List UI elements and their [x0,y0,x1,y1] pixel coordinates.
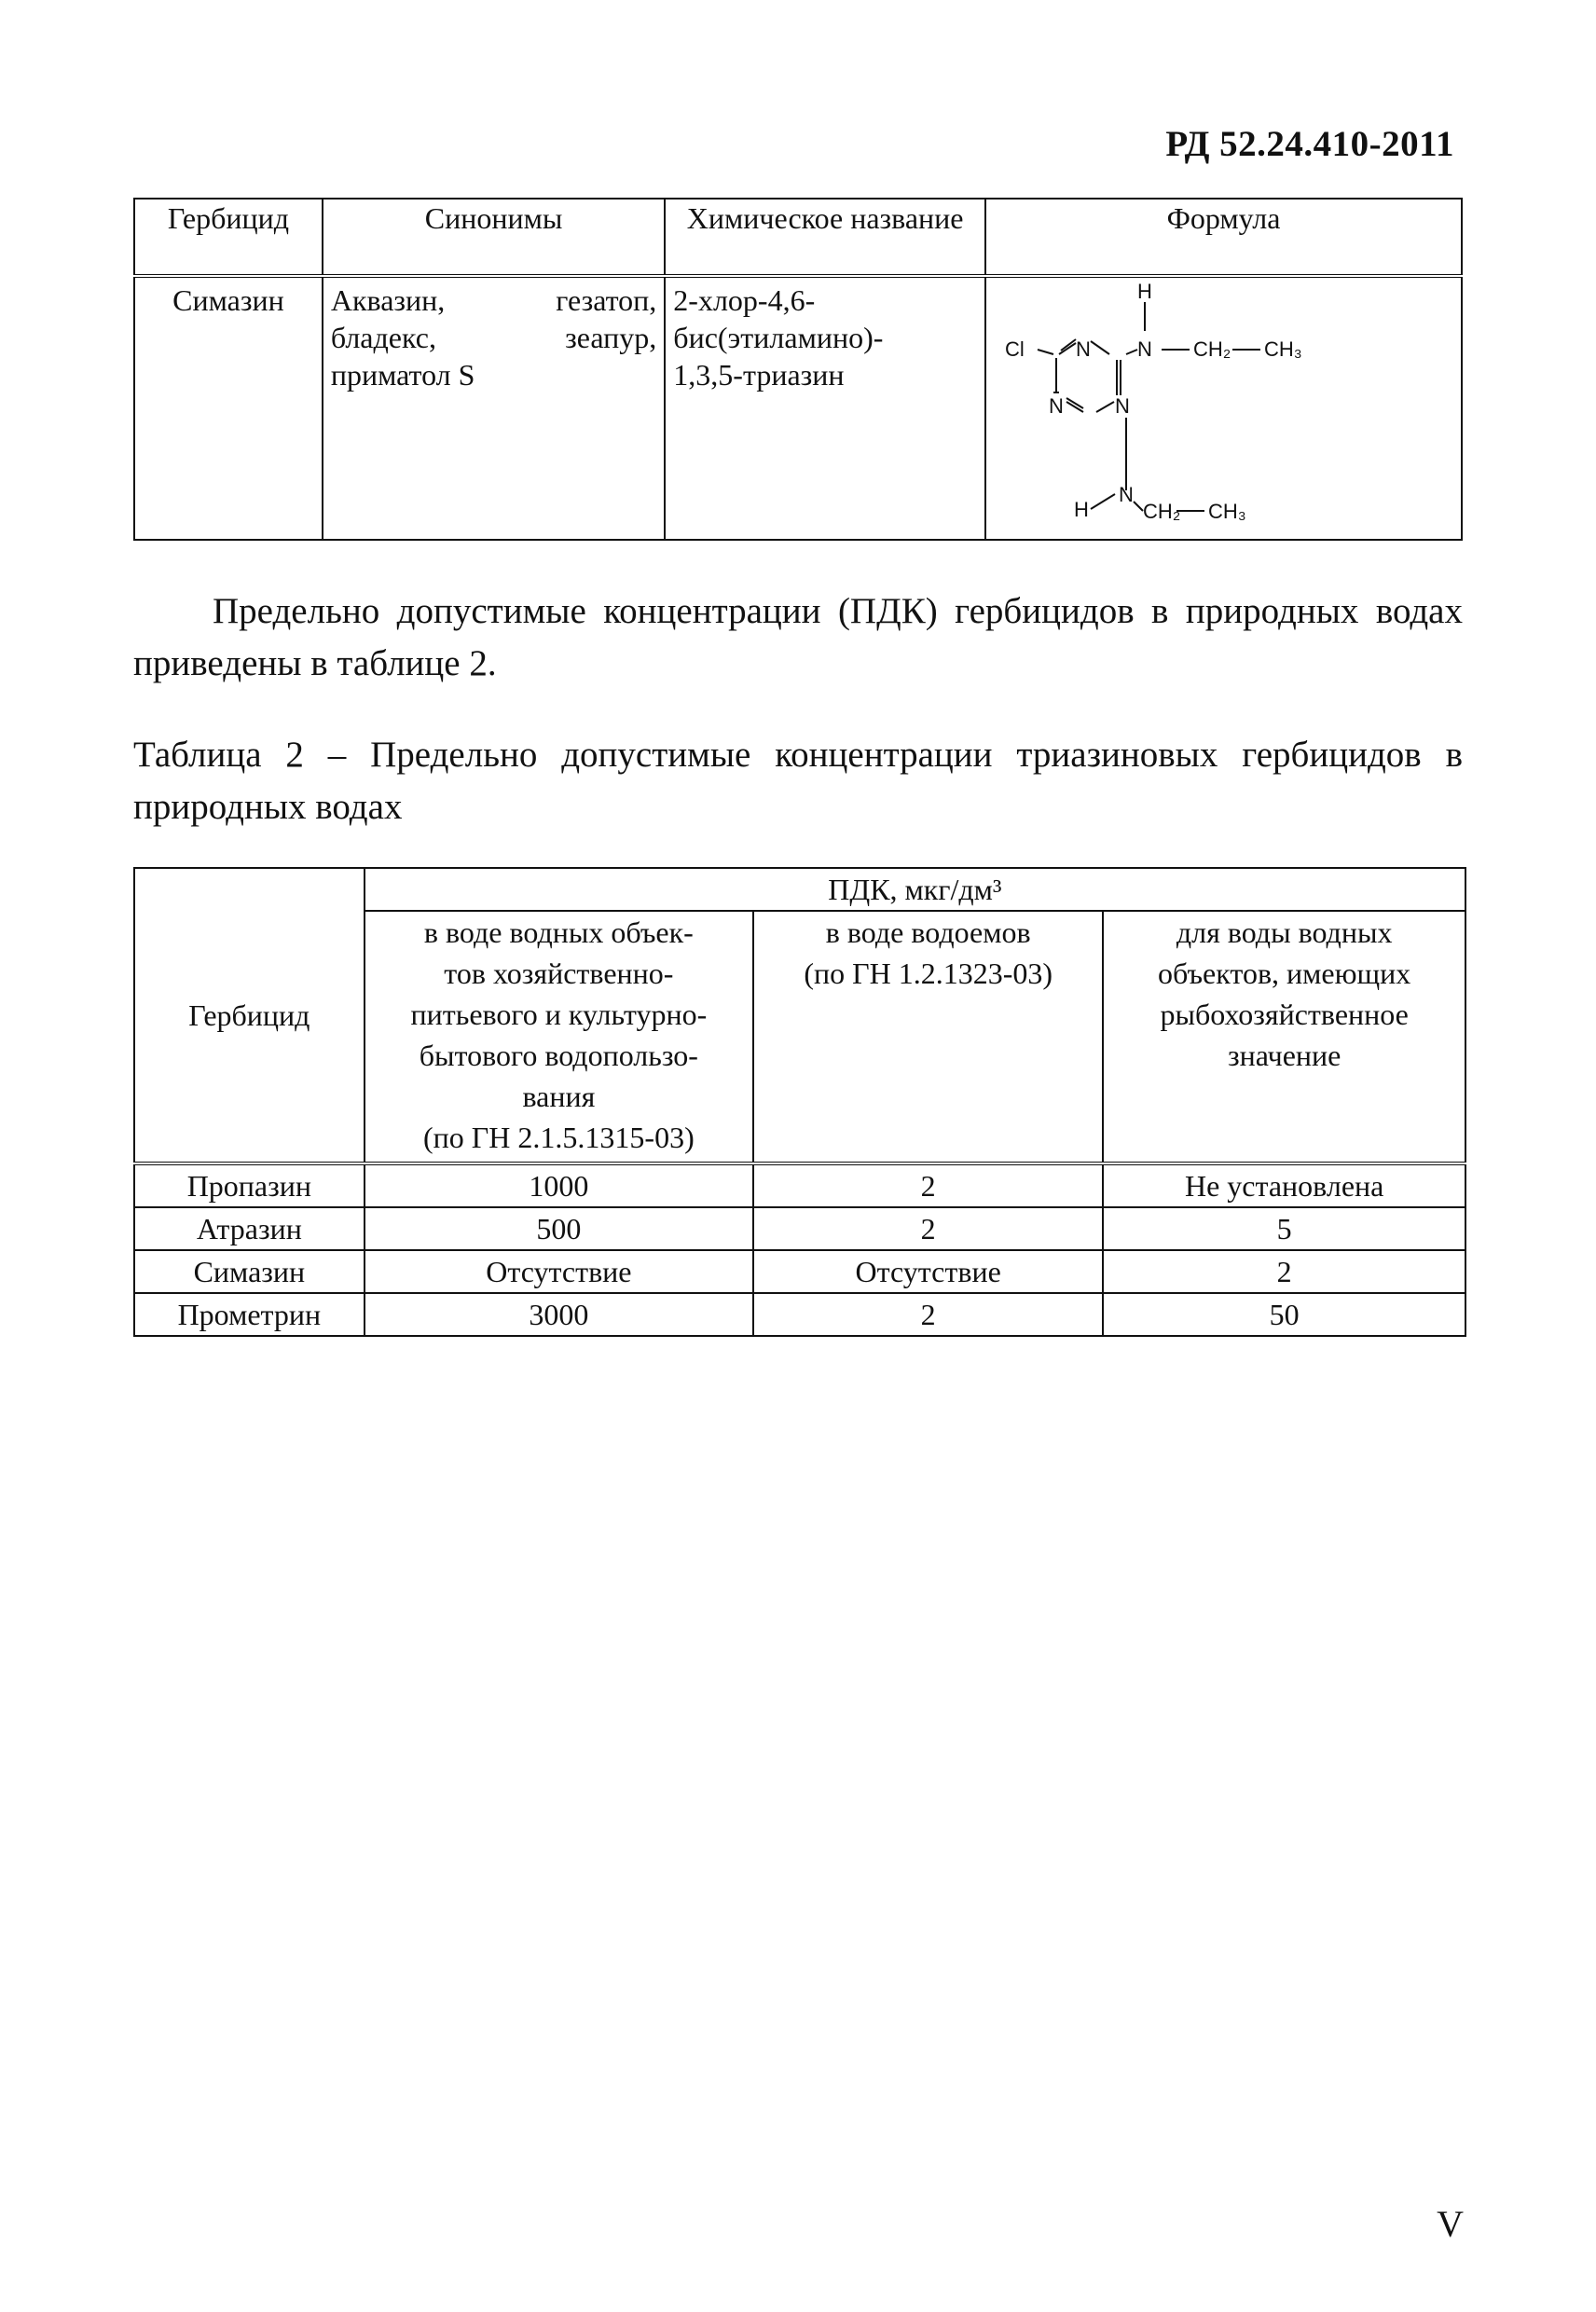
chemical-name-line: бис(этиламино)- [673,321,884,354]
column-header-drinking-water [365,911,753,1163]
column-header-reservoirs [753,911,1103,1163]
table-header-row [134,868,1465,911]
value-cell: 2 [753,1293,1103,1336]
chemical-name-line: 1,3,5-триазин [673,358,845,392]
atom-label: N [1119,483,1134,506]
atom-label: Cl [1005,337,1025,361]
value-cell: Не установлена [1103,1163,1465,1207]
table-header-row [134,199,1462,276]
chemical-name-line: 2-хлор-4,6- [673,283,816,317]
atom-label: N [1049,394,1064,418]
synonyms-line: бладекс, зеапур, [330,321,657,354]
synonyms-cell [323,276,665,540]
value-cell: 1000 [365,1163,753,1207]
atom-label: N [1137,337,1152,361]
document-code: РД 52.24.410-2011 [1165,124,1454,164]
column-header-fishery [1103,911,1465,1163]
table-row [134,1163,1465,1207]
value-cell: 500 [365,1207,753,1250]
value-cell: 2 [753,1163,1103,1207]
atom-label: CH₃ [1208,500,1246,523]
paragraph-text: Предельно допустимые концентрации (ПДК) гербицидов в природных водах приведены в таблице 2. [133,591,1463,683]
chemical-name-cell [665,276,985,540]
column-header-chemical-name: Химическое название [665,199,985,276]
value-cell: 2 [1103,1250,1465,1293]
column-header-herbicide: Гербицид [134,199,323,276]
value-cell: Отсутствие [753,1250,1103,1293]
atom-label: CH₂ [1193,337,1231,361]
table-row [134,1293,1465,1336]
column-header-formula: Формула [985,199,1462,276]
table-row [134,1250,1465,1293]
herbicide-name-cell: Симазин [134,276,323,540]
atom-label: H [1137,280,1152,303]
header-line: в воде водоемов [825,915,1031,949]
herbicide-name-cell: Прометрин [134,1293,365,1336]
header-line: тов хозяйственно- [444,956,674,990]
header-line: рыбохозяйственное [1160,998,1409,1031]
table-caption: Таблица 2 – Предельно допустимые концентрации триазиновых гербицидов в природных водах [133,735,1463,827]
simazine-structure-diagram [986,278,1464,537]
header-line: объектов, имеющих [1158,956,1411,990]
header-line: бытового водопользо- [419,1039,698,1072]
atom-label: N [1115,394,1130,418]
synonyms-line: Аквазин, гезатоп, [330,283,657,317]
formula-cell [985,276,1462,540]
page-number: V [1437,2203,1464,2245]
herbicide-name-cell: Пропазин [134,1163,365,1207]
header-line: (по ГН 2.1.5.1315-03) [423,1121,695,1154]
value-cell: Отсутствие [365,1250,753,1293]
atom-label: N [1076,337,1091,361]
value-cell: 2 [753,1207,1103,1250]
header-line: (по ГН 1.2.1323-03) [804,956,1053,990]
atom-label: CH₂ [1143,500,1181,523]
synonyms-line: приматол S [330,358,475,392]
atom-label: CH₃ [1264,337,1302,361]
header-line: питьевого и культурно- [410,998,708,1031]
header-line: в воде водных объек- [423,915,694,949]
header-line: для воды водных [1176,915,1393,949]
header-line: значение [1227,1039,1341,1072]
table-row [134,1207,1465,1250]
value-cell: 50 [1103,1293,1465,1336]
atom-label: H [1074,498,1089,521]
herbicide-table [133,198,1463,541]
value-cell: 5 [1103,1207,1465,1250]
value-cell: 3000 [365,1293,753,1336]
column-header-synonyms: Синонимы [323,199,665,276]
header-line: вания [522,1080,596,1113]
column-header-herbicide: Гербицид [134,868,365,1163]
table-row [134,276,1462,540]
mac-concentrations-table [133,867,1466,1337]
column-group-header-mac: ПДК, мкг/дм³ [365,868,1465,911]
herbicide-name-cell: Симазин [134,1250,365,1293]
herbicide-name-cell: Атразин [134,1207,365,1250]
